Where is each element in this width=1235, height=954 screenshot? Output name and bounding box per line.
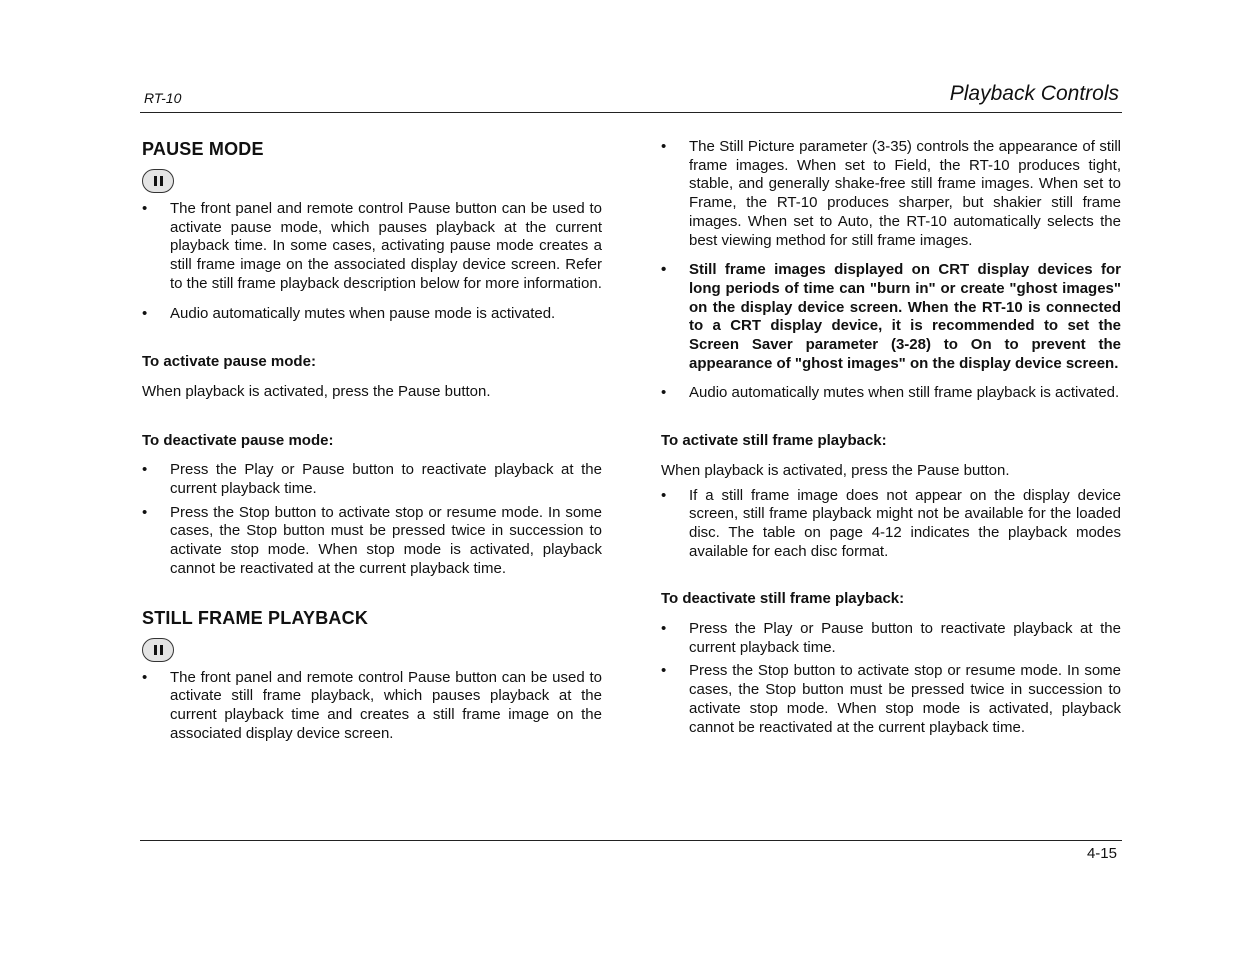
list-item: • The front panel and remote control Pause button can be used to activate still frame playback, which pauses playback at the current playback time and creates a still frame image on the associated display device screen. [142, 668, 602, 742]
activate-still-heading: To activate still frame playback: [661, 432, 887, 450]
list-item: • The Still Picture parameter (3-35) controls the appearance of still frame images. When set to Field, the RT-10 produces tight, stable, and generally shake-free still frame images. When set to Frame, the RT-10 produces sharper, but shakier still frame images. When set to Auto, the RT-10 automatically selects the best viewing method for still frame images. [661, 138, 1121, 249]
pause-icon [142, 169, 174, 193]
deactivate-pause-bullets [142, 461, 602, 578]
activate-pause-heading: To activate pause mode: [142, 353, 316, 371]
page-number: 4-15 [1086, 845, 1117, 862]
pause-mode-heading: PAUSE MODE [142, 139, 264, 159]
still-frame-heading: STILL FRAME PLAYBACK [142, 607, 369, 628]
still-frame-bullets [142, 669, 602, 744]
activate-pause-text: When playback is activated, press the Pause button. [142, 382, 491, 400]
still-frame-notes [661, 138, 1121, 403]
deactivate-pause-heading: To deactivate pause mode: [142, 431, 334, 449]
right-column [661, 138, 1121, 737]
list-item: • If a still frame image does not appear on the display device screen, still frame playback might not be available for the loaded disc. The table on page 4-12 indicates the playback modes available for each disc format. [661, 486, 1121, 560]
deactivate-still-bullets [661, 620, 1121, 737]
list-item: • Audio automatically mutes when pause mode is activated. [142, 304, 556, 322]
list-item: • Press the Play or Pause button to reactivate playback at the current playback time. [661, 620, 1121, 656]
list-item: • Press the Stop button to activate stop or resume mode. In some cases, the Stop button must be pressed twice in succession to activate stop mode. When stop mode is activated, playback cannot be reactivated at the current playback time. [661, 662, 1121, 736]
activate-still-text: When playback is activated, press the Pause button. [661, 461, 1010, 479]
pause-mode-bullets [142, 200, 602, 323]
section-title: Playback Controls [949, 82, 1119, 105]
list-item: • Audio automatically mutes when still frame playback is activated. [661, 384, 1120, 402]
list-item: • The front panel and remote control Pause button can be used to activate pause mode, which pauses playback at the current playback time. In some cases, activating pause mode creates a still frame image on the associated display device screen. Refer to the still frame playback description below for more information. [142, 200, 602, 292]
list-item: • Still frame images displayed on CRT display devices for long periods of time can "burn in" or create "ghost images" on the display device screen. When the RT-10 is connected to a CRT display device, it is recommended to set the Screen Saver parameter (3-28) to On to prevent the appearance of "ghost images" on the display device screen. [661, 261, 1121, 372]
pause-icon [142, 638, 174, 662]
activate-still-bullets [661, 487, 1121, 562]
deactivate-still-heading: To deactivate still frame playback: [661, 590, 905, 608]
list-item: • Press the Stop button to activate stop or resume mode. In some cases, the Stop button must be pressed twice in succession to activate stop mode. When stop mode is activated, playback cannot be reactivated at the current playback time. [142, 503, 602, 577]
left-column [142, 138, 602, 743]
header-model: RT-10 [144, 90, 182, 106]
header-rule [140, 112, 1122, 113]
list-item: • Press the Play or Pause button to reactivate playback at the current playback time. [142, 461, 602, 498]
footer-rule [140, 840, 1122, 841]
